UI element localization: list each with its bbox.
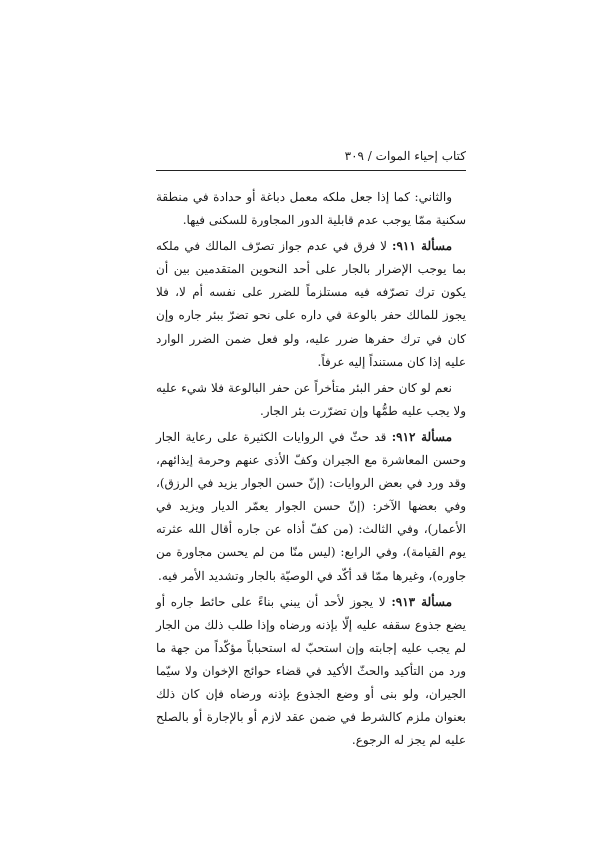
paragraph-text: لا يجوز لأحد أن يبني بناءً على حائط جاره أو يضع جذوع سقفه عليه إلّا بإذنه ورضاه وإذا طلب ذلك من الجار لم يجب عليه إجابته وإن استحبّ له استحباباً مؤكّداً من جهة ما ورد من التأكيد والحثّ الأكيد في قضاء حوائج الإخوان ولا سيّما الجيران، ولو بنى أو وضع الجذوع بإذنه ورضاه فإن كان ذلك بعنوان ملزم كالشرط في ضمن عقد لازم أو بالإجارة أو بالصلح عليه لم يجز له الرجوع.	[156, 594, 466, 748]
paragraph	[156, 186, 466, 232]
paragraph	[156, 235, 466, 374]
header-title: كتاب إحياء الموات / ٣٠٩	[344, 149, 466, 163]
issue-label: مسألة ٩١٣:	[391, 594, 452, 609]
issue-label: مسألة ٩١٢:	[391, 429, 453, 444]
paragraph-text: قد حثّ في الروايات الكثيرة على رعاية الجار وحسن المعاشرة مع الجيران وكفّ الأذى عنهم وحرمة إيذائهم، وقد ورد في بعض الروايات: (إنّ حسن الجوار يزيد في الرزق)، وفي بعضها الآخر: (إنّ حسن الجوار يعمّر الديار ويزيد في الأعمار)، وفي الثالث: (من كفّ أذاه عن جاره أقال الله عثرته يوم القيامة)، وفي الرابع: (ليس منّا من لم يحسن مجاورة من جاوره)، وغيرها ممّا قد أكّد في الوصيّة بالجار وتشديد الأمر فيه.	[156, 429, 466, 583]
header-divider	[156, 170, 466, 171]
paragraph	[156, 591, 466, 753]
issue-label: مسألة ٩١١:	[392, 239, 452, 254]
paragraph	[156, 426, 466, 588]
paragraph	[156, 377, 466, 423]
page-body	[156, 186, 466, 755]
paragraph-text: والثاني: كما إذا جعل ملكه معمل دباغة أو حدادة في منطقة سكنية ممّا يوجب عدم قابلية الدور المجاورة للسكنى فيها.	[156, 190, 466, 228]
page-header	[156, 148, 466, 167]
paragraph-text: نعم لو كان حفر البئر متأخراً عن حفر البالوعة فلا شيء عليه ولا يجب عليه طمُّها وإن تضرّرت بئر الجار.	[156, 380, 466, 418]
paragraph-text: لا فرق في عدم جواز تصرّف المالك في ملكه بما يوجب الإضرار بالجار على أحد النحوين المتقدمين بين أن يكون ترك تصرّفه فيه مستلزماً للضرر على نفسه أم لا، فلا يجوز للمالك حفر بالوعة في داره على نحو تضرّ ببئر جاره وإن كان في ترك حفرها ضرر عليه، ولو فعل ضمن الضرر الوارد عليه إذا كان مستنداً إليه عرفاً.	[156, 239, 466, 369]
